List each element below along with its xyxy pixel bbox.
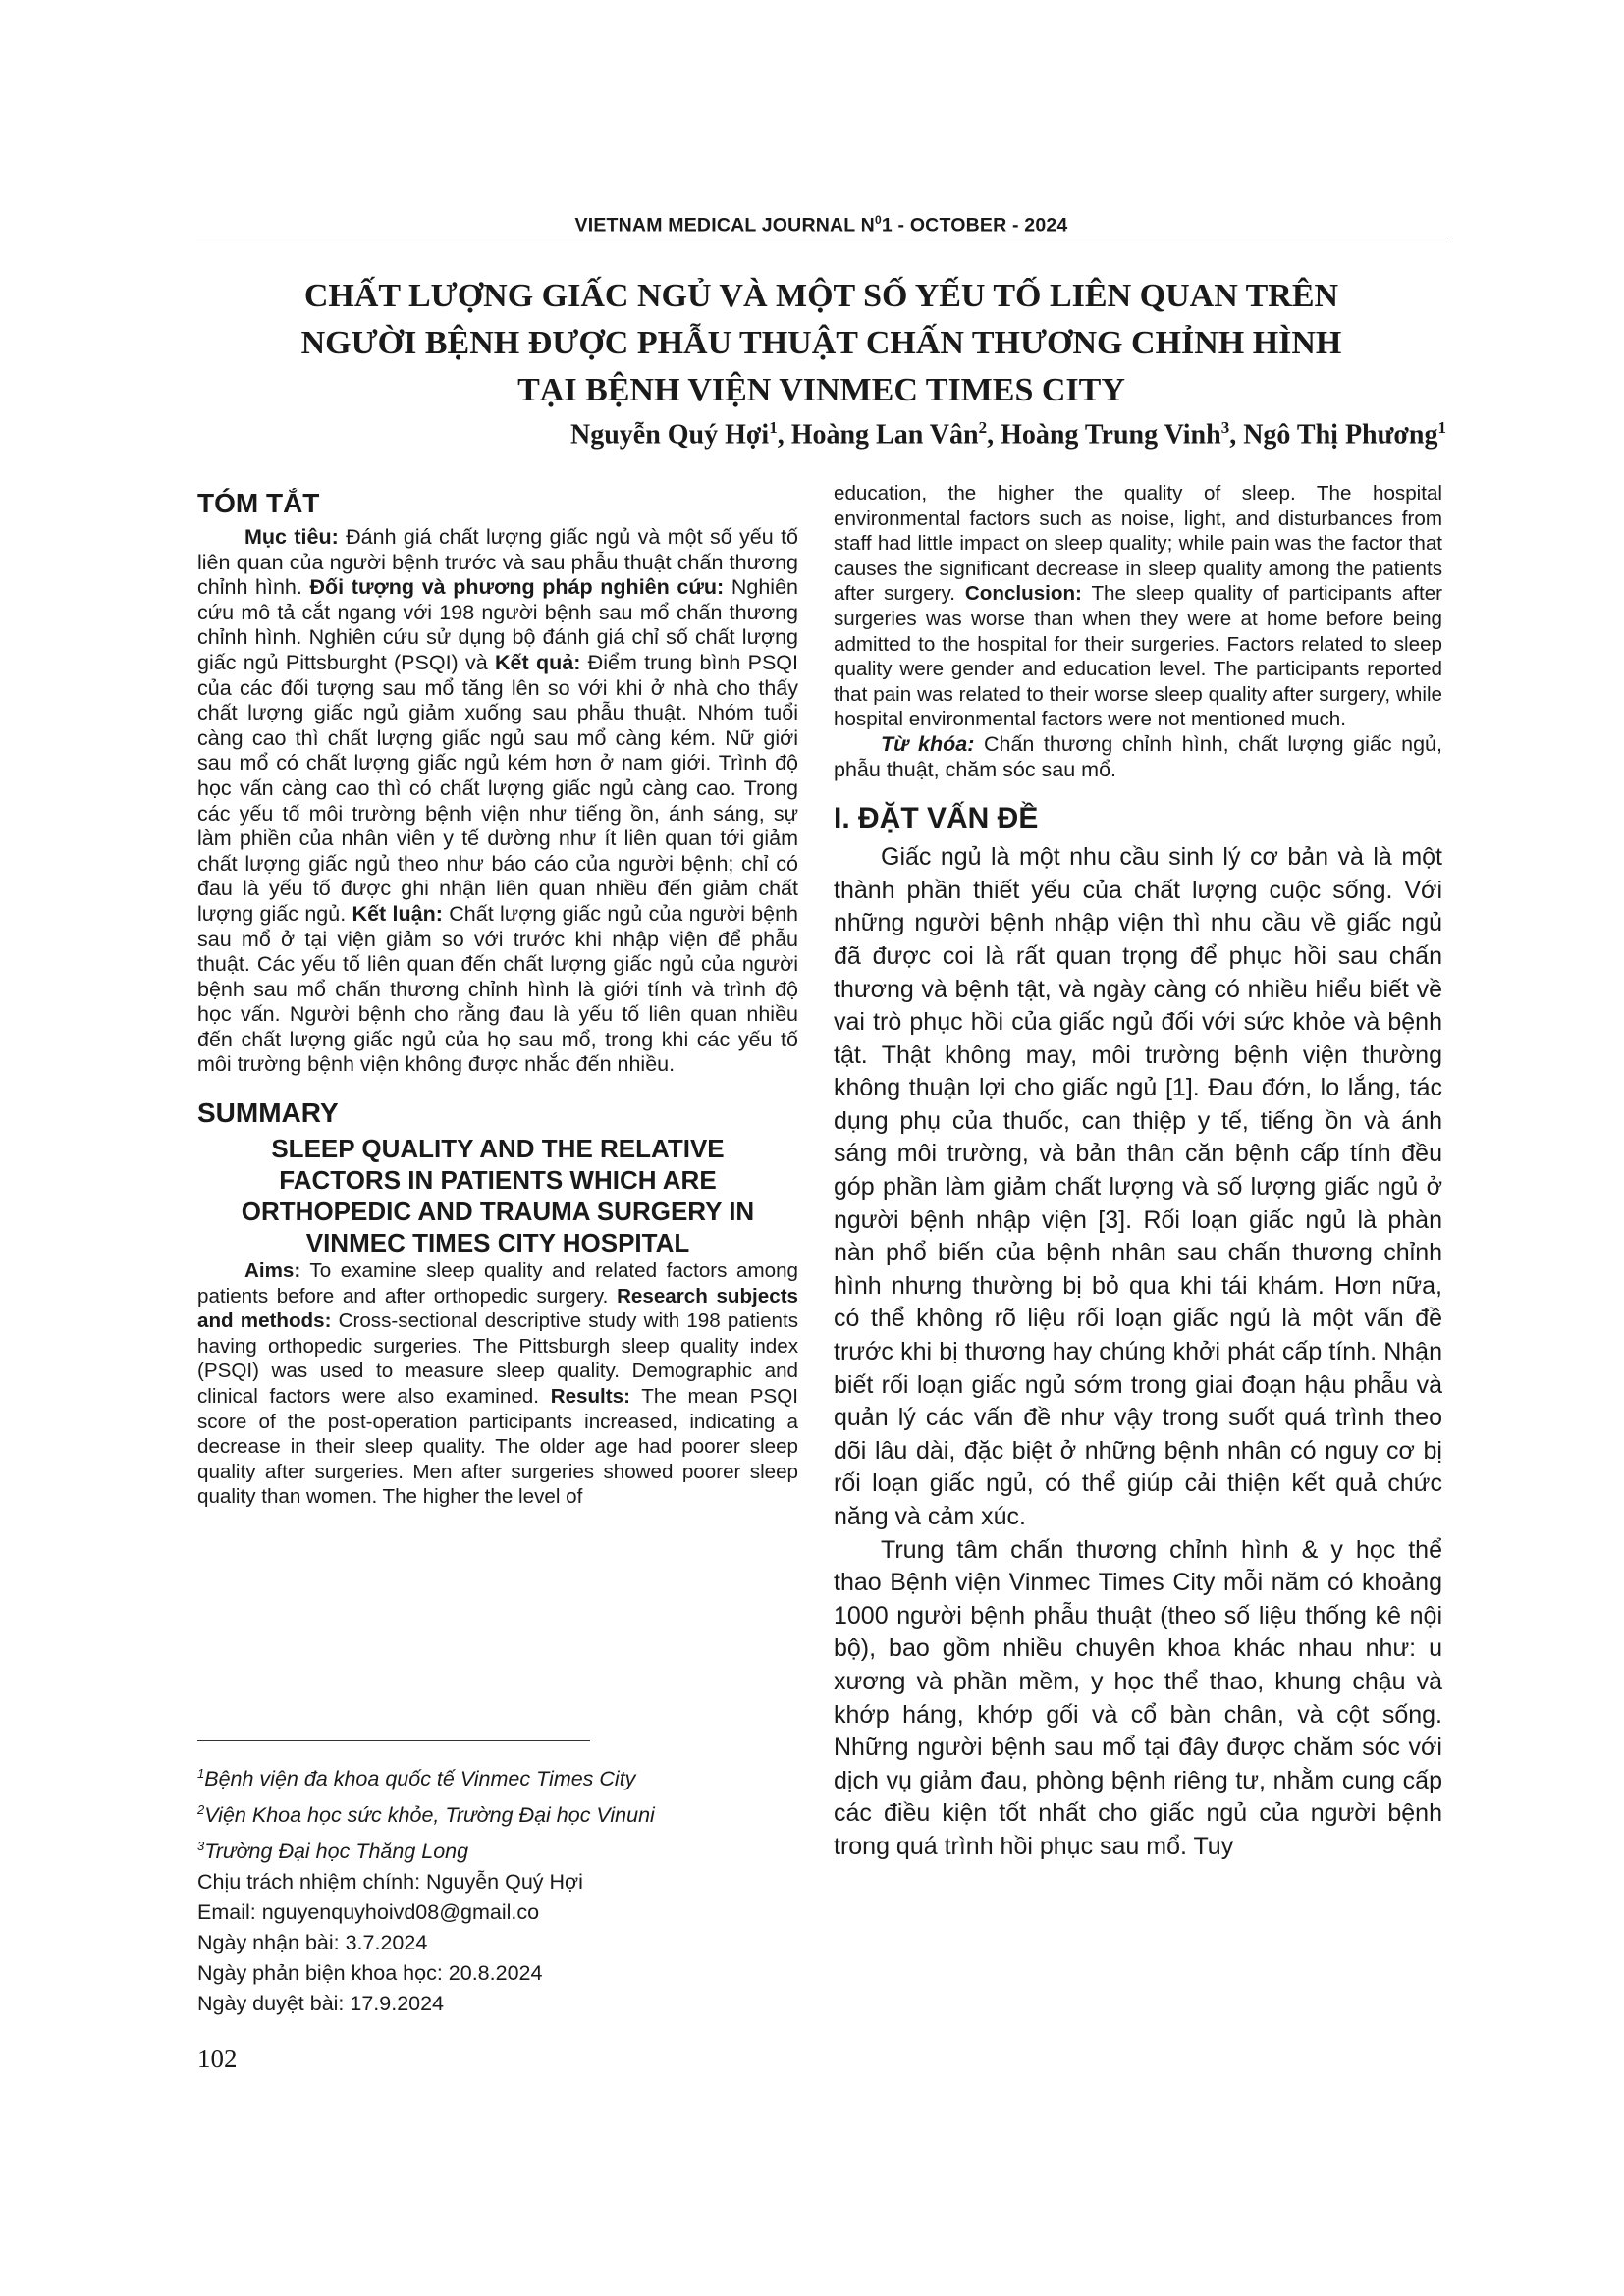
affiliation-2 xyxy=(197,1794,798,1831)
journal-issue: 1 - OCTOBER - 2024 xyxy=(881,214,1068,237)
author-affiliation-mark: 3 xyxy=(1220,418,1230,437)
section-heading: I. ĐẶT VẤN ĐỀ xyxy=(834,802,1039,835)
left-column xyxy=(197,488,798,1510)
author-separator: , xyxy=(1229,419,1244,451)
aim-label: Mục tiêu: xyxy=(244,525,339,549)
author-separator: , xyxy=(987,419,1001,451)
affiliation-3 xyxy=(197,1831,798,1867)
title-line: TẠI BỆNH VIỆN VINMEC TIMES CITY xyxy=(517,372,1125,408)
affiliation-text: Bệnh viện đa khoa quốc tế Vinmec Times City xyxy=(204,1767,636,1791)
summary-title-line: FACTORS IN PATIENTS WHICH ARE xyxy=(279,1165,717,1196)
affiliation-mark: 1 xyxy=(197,1766,205,1781)
author-name: Nguyễn Quý Hợi xyxy=(569,419,770,451)
summary-heading: SUMMARY xyxy=(197,1097,339,1129)
affiliation-text: Trường Đại học Thăng Long xyxy=(204,1840,469,1864)
author-affiliation-mark: 1 xyxy=(769,418,778,437)
summary-results-label: Results: xyxy=(550,1385,630,1409)
keywords xyxy=(834,732,1442,782)
summary-continued-text: education, the higher the quality of sleep. The hospital environmental factors such as noise, light, and disturbances from staff had little impact on sleep quality; while pain was the factor that causes the significant decrease in sleep quality among the patients after surgery. xyxy=(834,482,1442,606)
corresponding-author: Chịu trách nhiệm chính: Nguyễn Quý Hợi xyxy=(197,1870,583,1895)
methods-text: Nghiên cứu mô tả cắt ngang với 198 người bệnh sau mổ chấn thương chỉnh hình. Nghiên cứu sử dụng bộ đánh giá chỉ số chất lượng giấc ngủ Pittsburght (PSQI) và xyxy=(197,575,798,674)
right-column xyxy=(834,481,1442,1864)
summary-conclusion-text: The sleep quality of participants after surgeries was worse than when they were at home before being admitted to the hospital for their surgeries. Factors related to sleep quality were gender and education level. The participants reported that pain was related to their worse sleep quality after surgery, while hospital environmental factors were not mentioned much. xyxy=(834,582,1442,731)
article-title xyxy=(196,273,1446,414)
abstract-vi-body xyxy=(197,525,798,1078)
title-line: NGƯỜI BỆNH ĐƯỢC PHẪU THUẬT CHẤN THƯƠNG CHỈNH HÌNH xyxy=(300,325,1342,361)
summary-results-text: The mean PSQI score of the post-operation participants increased, indicating a decrease in their sleep quality. The older age had poorer sleep quality after surgeries. Men after surgeries showed poorer sleep quality than women. The higher the level of xyxy=(197,1385,798,1509)
conclusion-label: Kết luận: xyxy=(352,901,443,926)
summary-title-line: ORTHOPEDIC AND TRAUMA SURGERY IN xyxy=(241,1197,755,1227)
body-paragraph: Giấc ngủ là một nhu cầu sinh lý cơ bản và là một thành phần thiết yếu của chất lượng cuộc sống. Với những người bệnh nhập viện thì nhu cầu về giấc ngủ đã được coi là rất quan trọng để phục hồi sau chấn thương và bệnh tật, và ngày càng có nhiều hiểu biết về vai trò phục hồi của giấc ngủ đối với sức khỏe và bệnh tật. Thật không may, môi trường bệnh viện thường không thuận lợi cho giấc ngủ [1]. Đau đớn, lo lắng, tác dụng phụ của thuốc, can thiệp y tế, tiếng ồn và ánh sáng môi trường, và bản thân căn bệnh cấp tính đều góp phần làm giảm chất lượng và số lượng giấc ngủ ở người bệnh nhập viện [3]. Rối loạn giấc ngủ là phàn nàn phổ biến của bệnh nhân sau chấn thương chỉnh hình nhưng thường bị bỏ qua khi tái khám. Hơn nữa, có thể không rõ liệu rối loạn giấc ngủ là một vấn đề trước khi bị thương hay chúng khởi phát cấp tính. Nhận biết rối loạn giấc ngủ sớm trong giai đoạn hậu phẫu và quản lý các vấn đề như vậy trong suốt quá trình theo dõi lâu dài, đặc biệt ở những bệnh nhân có nguy cơ bị rối loạn giấc ngủ, có thể giúp cải thiện kết quả chức năng và cảm xúc. xyxy=(834,843,1442,1530)
affiliation-mark: 3 xyxy=(197,1839,205,1854)
summary-title-line: SLEEP QUALITY AND THE RELATIVE xyxy=(271,1134,725,1164)
summary-body xyxy=(197,1258,798,1510)
journal-name: VIETNAM MEDICAL JOURNAL N xyxy=(574,214,875,237)
author-name: Hoàng Trung Vinh xyxy=(1001,419,1221,451)
author-list xyxy=(196,418,1446,451)
results-label: Kết quả: xyxy=(495,650,581,674)
affiliation-text: Viện Khoa học sức khỏe, Trường Đại học Vinuni xyxy=(204,1803,655,1828)
summary-title-line: VINMEC TIMES CITY HOSPITAL xyxy=(305,1228,690,1258)
research-methods-label: Research subjects and methods: xyxy=(197,1284,799,1333)
conclusion-text: Chất lượng giấc ngủ của người bệnh sau mổ ở tại viện giảm so với trước khi nhập viện để phẫu thuật. Các yếu tố liên quan đến chất lượng giấc ngủ của người bệnh sau mổ chấn thương chỉnh hình là giới tính và trình độ học vấn. Người bệnh cho rằng đau là yếu tố liên quan nhiều đến chất lượng giấc ngủ của họ sau mổ, trong khi các yếu tố môi trường bệnh viện không được nhắc đến nhiều. xyxy=(197,901,798,1077)
footnotes xyxy=(197,1758,798,2019)
research-methods-text: Cross-sectional descriptive study with 198 patients having orthopedic surgeries. The Pittsburgh sleep quality index (PSQI) was used to measure sleep quality. Demographic and clinical factors were also examined. xyxy=(197,1309,798,1409)
title-line: CHẤT LƯỢNG GIẤC NGỦ VÀ MỘT SỐ YẾU TỐ LIÊN QUAN TRÊN xyxy=(303,278,1339,314)
body-paragraph: Trung tâm chấn thương chỉnh hình & y học thể thao Bệnh viện Vinmec Times City mỗi năm có khoảng 1000 người bệnh phẫu thuật (theo số liệu thống kê nội bộ), bao gồm nhiều chuyên khoa khác nhau như: u xương và phần mềm, y học thể thao, khung chậu và khớp háng, khớp gối và cổ bàn chân, và cột sống. Những người bệnh sau mổ tại đây được chăm sóc với dịch vụ giảm đau, phòng bệnh riêng tư, nhằm cung cấp các điều kiện tốt nhất cho giấc ngủ của người bệnh trong quá trình hồi phục sau mổ. Tuy xyxy=(834,1535,1442,1860)
results-text: Điểm trung bình PSQI của các đối tượng sau mổ tăng lên so với khi ở nhà cho thấy chất lượng giấc ngủ giảm xuống sau phẫu thuật. Nhóm tuổi càng cao thì chất lượng giấc ngủ sau mổ càng kém. Nữ giới sau mổ có chất lượng giấc ngủ kém hơn ở nam giới. Trình độ học vấn càng cao thì có chất lượng giấc ngủ càng cao. Trong các yếu tố môi trường bệnh viện như tiếng ồn, ánh sáng, sự làm phiền của nhân viên y tế dường như ít liên quan tới giảm chất lượng giấc ngủ theo như báo cáo của người bệnh; chỉ có đau là yếu tố được ghi nhận liên quan nhiều đến giảm chất lượng giấc ngủ. xyxy=(197,650,798,926)
summary-conclusion-label: Conclusion: xyxy=(964,582,1082,606)
aims-text: To examine sleep quality and related factors among patients before and after orthopedic surgery. xyxy=(197,1259,798,1308)
keywords-text: Chấn thương chỉnh hình, chất lượng giấc ngủ, phẫu thuật, chăm sóc sau mổ. xyxy=(834,731,1442,781)
keywords-label: Từ khóa: xyxy=(881,731,975,756)
affiliation-1 xyxy=(197,1758,798,1794)
running-header xyxy=(196,213,1446,238)
methods-label: Đối tượng và phương pháp nghiên cứu: xyxy=(309,575,725,600)
summary-title xyxy=(197,1133,798,1258)
received-date: Ngày nhận bài: 3.7.2024 xyxy=(197,1931,428,1955)
email: Email: nguyenquyhoivd08@gmail.co xyxy=(197,1900,540,1925)
author-affiliation-mark: 1 xyxy=(1437,418,1446,437)
page-number: 102 xyxy=(197,2044,238,2073)
footnote-rule xyxy=(197,1740,590,1741)
author-name: Hoàng Lan Vân xyxy=(790,419,979,451)
aims-label: Aims: xyxy=(244,1259,301,1283)
author-affiliation-mark: 2 xyxy=(978,418,988,437)
author-name: Ngô Thị Phương xyxy=(1243,419,1438,451)
reviewed-date: Ngày phản biện khoa học: 20.8.2024 xyxy=(197,1961,543,1986)
aim-text: Đánh giá chất lượng giấc ngủ và một số yếu tố liên quan của người bệnh trước và sau phẫu thuật chấn thương chỉnh hình. xyxy=(197,525,799,600)
journal-issue-superscript: 0 xyxy=(874,213,882,227)
accepted-date: Ngày duyệt bài: 17.9.2024 xyxy=(197,1992,445,2016)
affiliation-mark: 2 xyxy=(197,1802,205,1818)
summary-continued xyxy=(834,481,1442,732)
author-separator: , xyxy=(777,419,791,451)
abstract-vi-heading: TÓM TẮT xyxy=(197,488,320,518)
